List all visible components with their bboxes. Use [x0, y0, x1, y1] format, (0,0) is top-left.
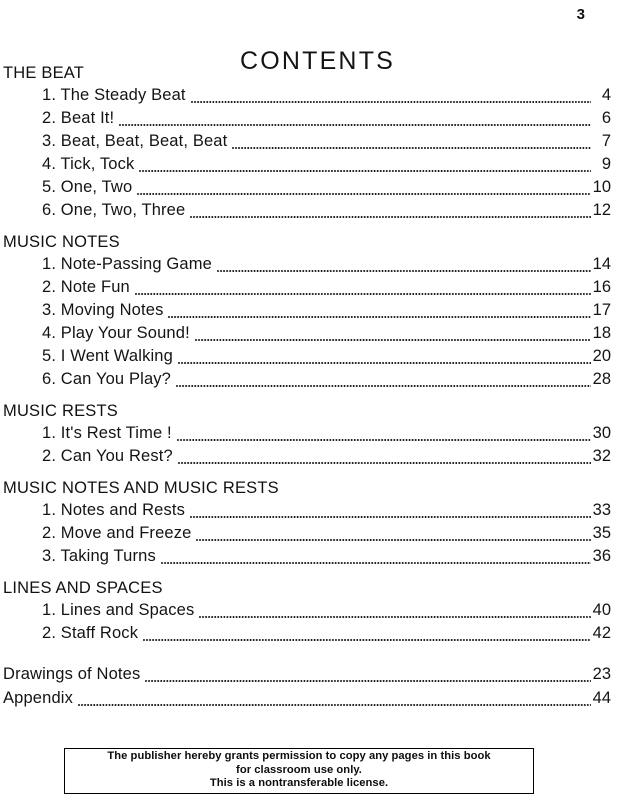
toc-section-title: THE BEAT [3, 64, 85, 82]
toc-sections [3, 62, 611, 645]
dot-leader [190, 203, 591, 222]
toc-entry-page-number: 14 [592, 255, 611, 273]
toc-entry[interactable] [42, 345, 611, 368]
toc-entry-label: Appendix [3, 689, 74, 707]
table-of-contents [3, 62, 611, 710]
toc-entry[interactable] [42, 276, 611, 299]
toc-entry-label: 5. I Went Walking [42, 347, 173, 365]
license-notice-box [64, 748, 534, 794]
dot-leader [178, 449, 591, 468]
toc-entry-label: Drawings of Notes [3, 665, 141, 683]
toc-entry-label: 2. Note Fun [42, 278, 130, 296]
toc-entry[interactable] [42, 445, 611, 468]
dot-leader [135, 280, 591, 299]
license-notice-line: for classroom use only. [236, 763, 362, 776]
toc-entry[interactable] [42, 422, 611, 445]
toc-entry-page-number: 32 [592, 447, 611, 465]
toc-entry-page-number: 7 [601, 132, 611, 150]
page-number: 3 [576, 6, 585, 23]
toc-section [3, 231, 611, 391]
toc-entry-page-number: 9 [601, 155, 611, 173]
toc-entry-page-number: 17 [592, 301, 611, 319]
toc-entry[interactable] [42, 199, 611, 222]
toc-entry-page-number: 10 [592, 178, 611, 196]
toc-entry[interactable] [42, 107, 611, 130]
dot-leader [196, 526, 591, 545]
toc-entry-label: 1. Lines and Spaces [42, 601, 195, 619]
toc-entry-label: 1. Notes and Rests [42, 501, 186, 519]
toc-entry-label: 6. Can You Play? [42, 370, 172, 388]
toc-entry-label: 2. Staff Rock [42, 624, 139, 642]
toc-entry[interactable] [42, 522, 611, 545]
toc-entry-page-number: 35 [592, 524, 611, 542]
toc-entry-label: 2. Move and Freeze [42, 524, 192, 542]
dot-leader [78, 691, 591, 710]
toc-entry-label: 3. Taking Turns [42, 547, 156, 565]
toc-section [3, 400, 611, 468]
dot-leader [190, 503, 591, 522]
toc-entry-label: 3. Beat, Beat, Beat, Beat [42, 132, 228, 150]
toc-entry-page-number: 42 [592, 624, 611, 642]
dot-leader [168, 303, 591, 322]
dot-leader [137, 180, 591, 199]
page-title: CONTENTS [239, 46, 396, 75]
toc-entry[interactable] [42, 599, 611, 622]
toc-entry-label: 3. Moving Notes [42, 301, 164, 319]
toc-entry-page-number: 40 [592, 601, 611, 619]
toc-section [3, 477, 611, 568]
dot-leader [143, 626, 591, 645]
toc-entry[interactable] [42, 368, 611, 391]
dot-leader [178, 349, 591, 368]
toc-section [3, 62, 611, 222]
license-notice-line: The publisher hereby grants permission to copy any pages in this book [107, 750, 491, 763]
toc-entry-page-number: 44 [592, 689, 611, 707]
toc-entry-page-number: 23 [592, 665, 611, 683]
toc-entry-label: 1. The Steady Beat [42, 86, 186, 104]
dot-leader [195, 326, 591, 345]
toc-entry[interactable] [42, 499, 611, 522]
toc-entry-label: 4. Play Your Sound! [42, 324, 190, 342]
toc-entry-page-number: 33 [592, 501, 611, 519]
toc-section-title: MUSIC RESTS [3, 402, 118, 420]
toc-entry-label: 6. One, Two, Three [42, 201, 186, 219]
toc-section-entries [42, 499, 611, 568]
toc-entry[interactable] [3, 662, 611, 686]
toc-entry[interactable] [42, 253, 611, 276]
toc-entry-page-number: 16 [592, 278, 611, 296]
toc-entry-label: 1. It's Rest Time ! [42, 424, 172, 442]
toc-entry-page-number: 4 [601, 86, 611, 104]
toc-entry-page-number: 30 [592, 424, 611, 442]
toc-entry-label: 4. Tick, Tock [42, 155, 135, 173]
dot-leader [199, 603, 591, 622]
toc-entry-page-number: 6 [601, 109, 611, 127]
dot-leader [191, 88, 591, 107]
toc-entry[interactable] [3, 686, 611, 710]
dot-leader [145, 667, 591, 686]
toc-entry-page-number: 12 [592, 201, 611, 219]
toc-section-entries [42, 253, 611, 391]
toc-entry[interactable] [42, 299, 611, 322]
toc-loose-entries [3, 662, 611, 710]
dot-leader [139, 157, 591, 176]
toc-entry-page-number: 36 [592, 547, 611, 565]
toc-entry[interactable] [42, 176, 611, 199]
toc-section-title: MUSIC NOTES AND MUSIC RESTS [3, 479, 279, 497]
toc-entry-page-number: 28 [592, 370, 611, 388]
toc-entry[interactable] [42, 545, 611, 568]
dot-leader [176, 372, 591, 391]
dot-leader [217, 257, 591, 276]
toc-section-entries [42, 422, 611, 468]
toc-section [3, 577, 611, 645]
toc-entry-label: 1. Note-Passing Game [42, 255, 212, 273]
dot-leader [161, 549, 591, 568]
toc-entry[interactable] [42, 153, 611, 176]
license-notice-line: This is a nontransferable license. [209, 777, 389, 790]
dot-leader [232, 134, 591, 153]
toc-entry-label: 2. Can You Rest? [42, 447, 173, 465]
toc-entry[interactable] [42, 622, 611, 645]
toc-section-entries [42, 599, 611, 645]
toc-entry[interactable] [42, 322, 611, 345]
toc-entry[interactable] [42, 130, 611, 153]
toc-entry-page-number: 20 [592, 347, 611, 365]
toc-entry-label: 2. Beat It! [42, 109, 115, 127]
toc-section-title: LINES AND SPACES [3, 579, 163, 597]
toc-entry-label: 5. One, Two [42, 178, 133, 196]
dot-leader [119, 111, 591, 130]
toc-section-title: MUSIC NOTES [3, 233, 120, 251]
toc-section-entries [42, 84, 611, 222]
toc-entry-page-number: 18 [592, 324, 611, 342]
toc-entry[interactable] [42, 84, 611, 107]
dot-leader [177, 426, 591, 445]
